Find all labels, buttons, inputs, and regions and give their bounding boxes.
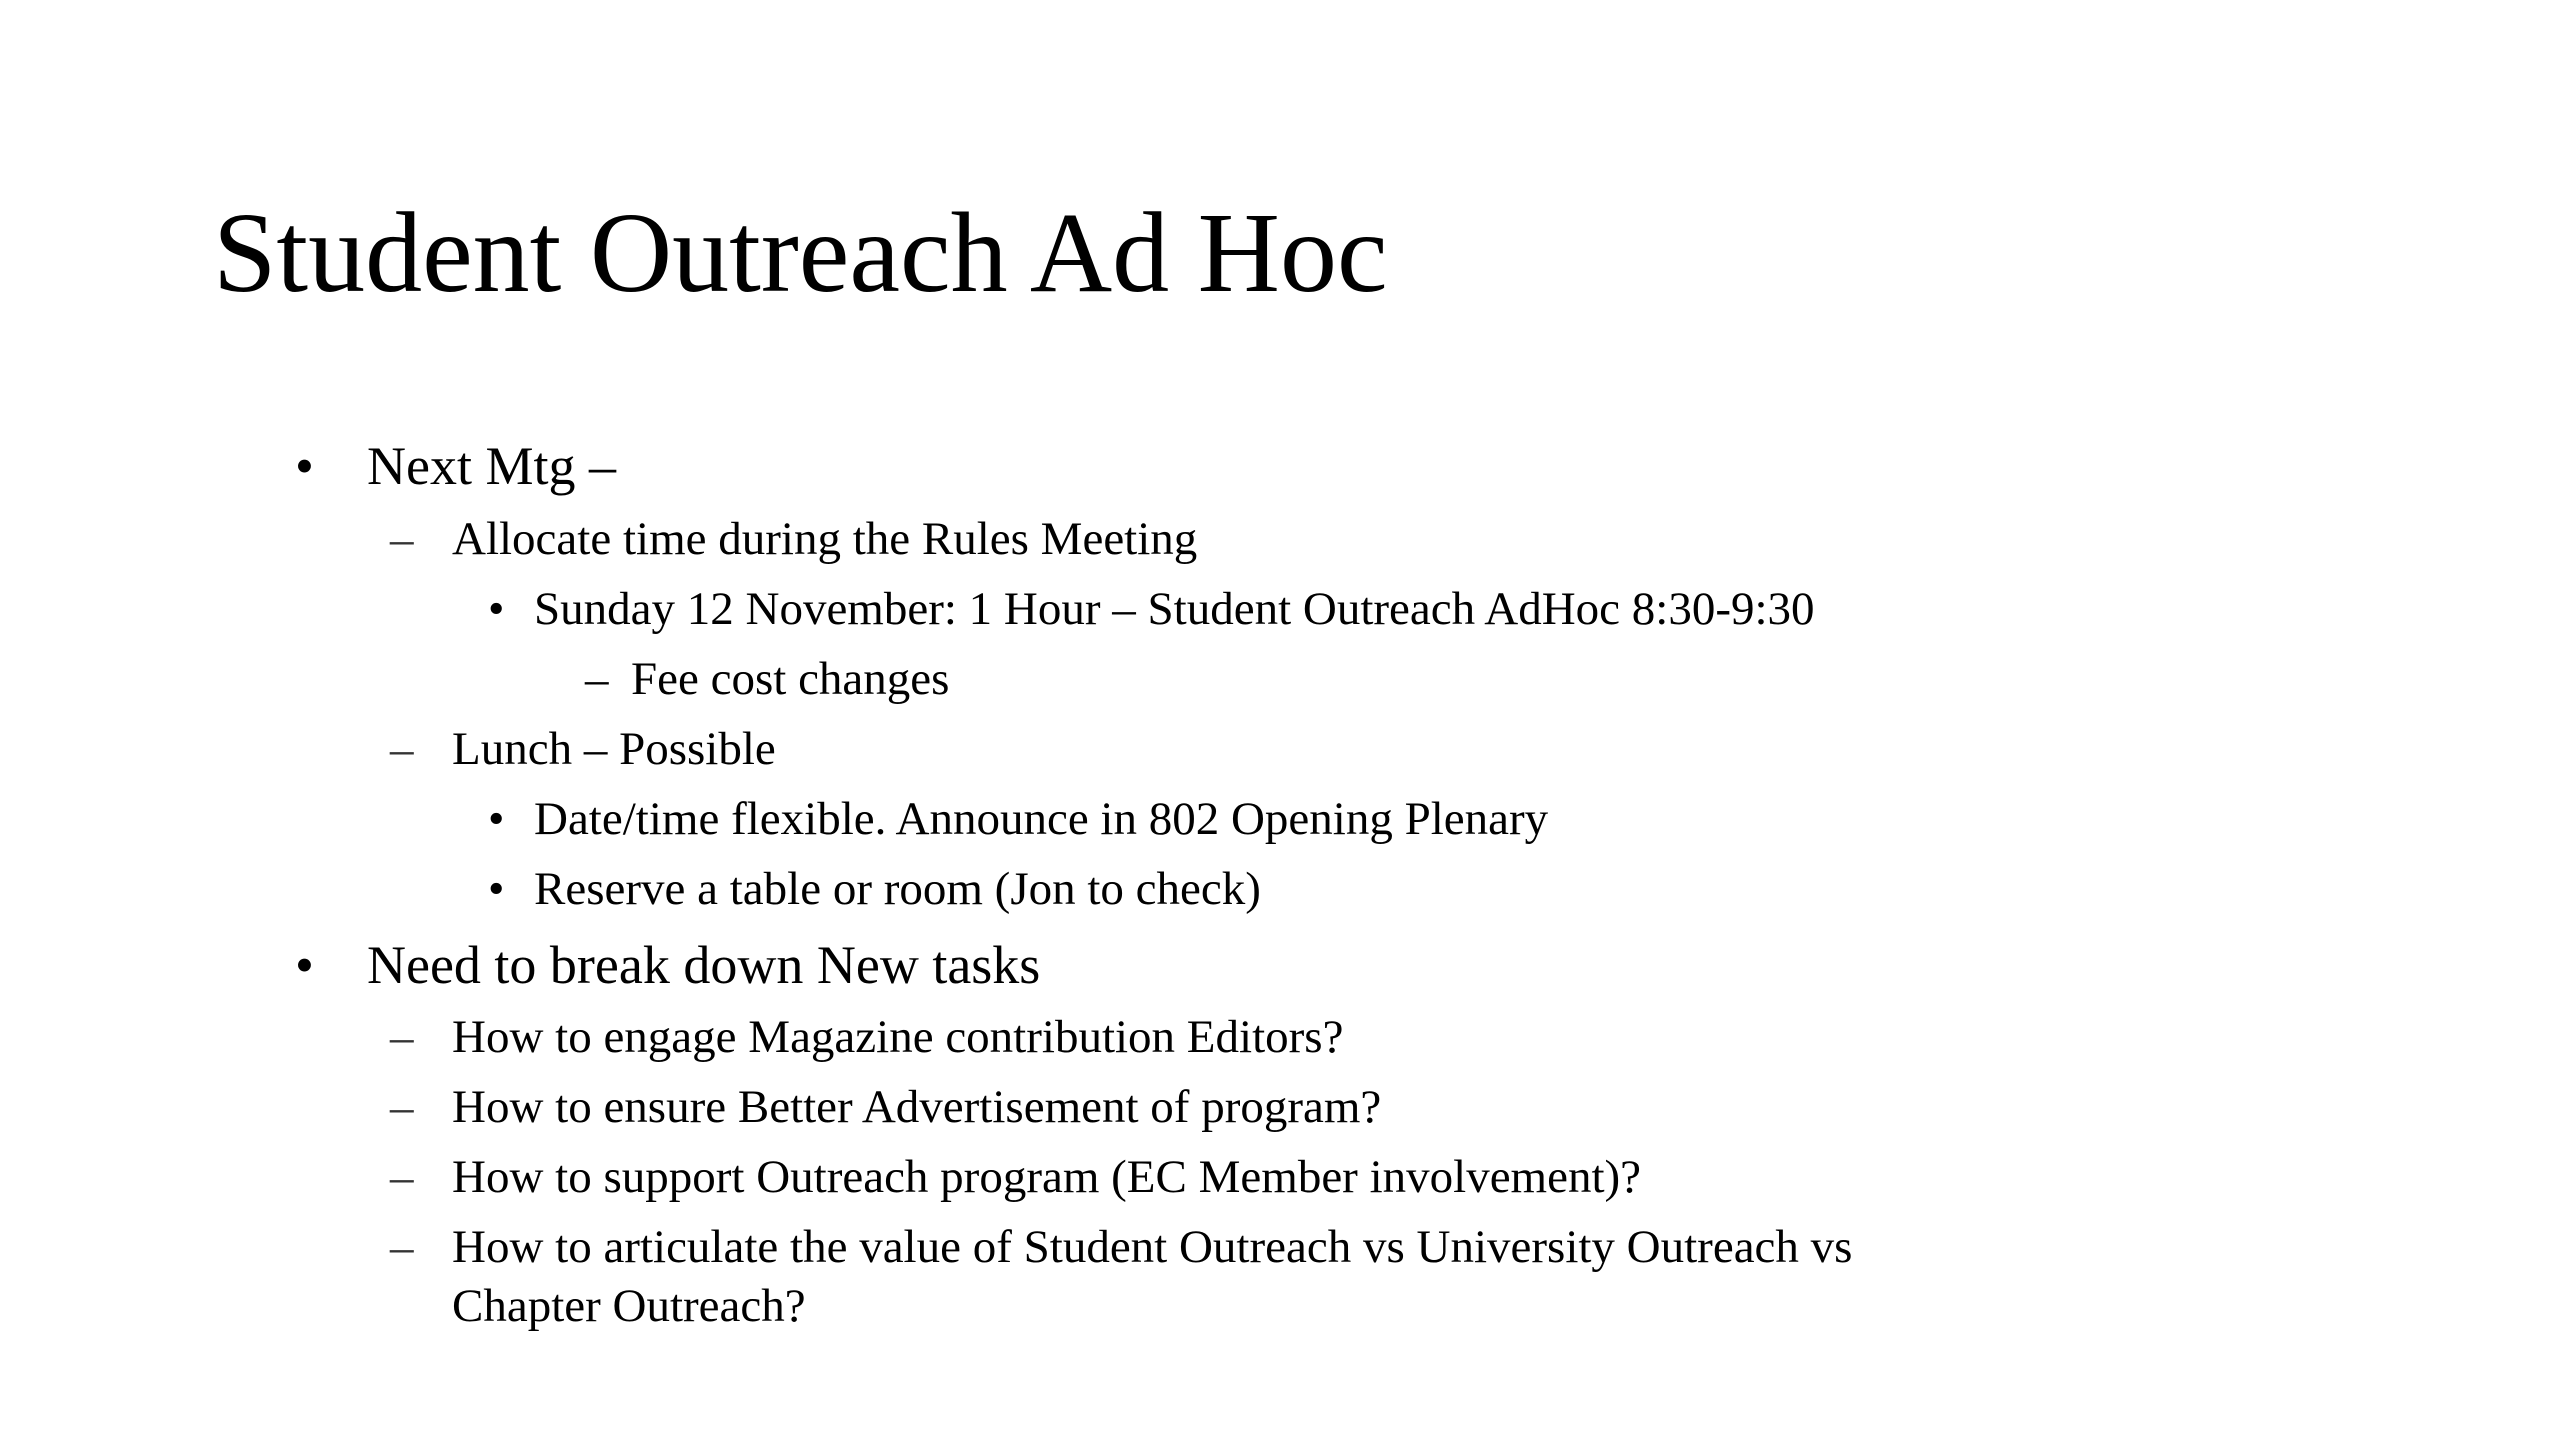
dash-marker: –: [585, 653, 609, 705]
bullet-text: Next Mtg –: [367, 436, 616, 496]
bullet-text: Fee cost changes: [631, 653, 950, 705]
bullet-text: Sunday 12 November: 1 Hour – Student Outreach AdHoc 8:30-9:30: [534, 583, 1815, 635]
slide-title: Student Outreach Ad Hoc: [213, 189, 1388, 316]
bullet-text: Date/time flexible. Announce in 802 Opening Plenary: [534, 793, 1549, 845]
dash-marker: –: [390, 1151, 414, 1203]
bullet-text: Allocate time during the Rules Meeting: [452, 513, 1198, 565]
bullet-marker: •: [488, 583, 505, 635]
bullet-marker: •: [295, 436, 314, 496]
bullet-text: How to articulate the value of Student Outreach vs University Outreach vs: [452, 1221, 1853, 1273]
bullet-text: Lunch – Possible: [452, 723, 776, 775]
bullet-text: Need to break down New tasks: [367, 935, 1041, 995]
bullet-text: How to engage Magazine contribution Editors?: [452, 1011, 1344, 1063]
bullet-text: How to ensure Better Advertisement of program?: [452, 1081, 1382, 1133]
bullet-text: How to support Outreach program (EC Member involvement)?: [452, 1151, 1642, 1203]
bullet-marker: •: [488, 793, 505, 845]
bullet-text: Chapter Outreach?: [452, 1280, 806, 1332]
bullet-marker: •: [488, 863, 505, 915]
dash-marker: –: [390, 1081, 414, 1133]
dash-marker: –: [390, 513, 414, 565]
bullet-text: Reserve a table or room (Jon to check): [534, 863, 1261, 915]
dash-marker: –: [390, 1221, 414, 1273]
bullet-marker: •: [295, 935, 314, 995]
dash-marker: –: [390, 1011, 414, 1063]
dash-marker: –: [390, 723, 414, 775]
